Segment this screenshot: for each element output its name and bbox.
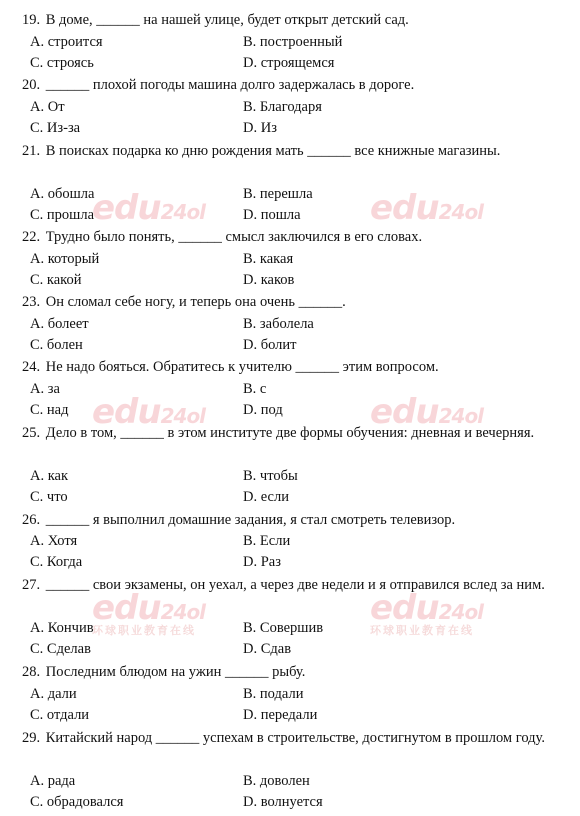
option-b: B. чтобы: [243, 468, 298, 484]
watermark-logo: edu24ol 环球职业教育在线: [370, 588, 484, 637]
watermark-logo: edu24ol 环球职业教育在线: [92, 588, 206, 637]
option-c: C. что: [30, 489, 68, 505]
option-d: D. под: [243, 402, 283, 418]
option-b: B. с: [243, 381, 267, 397]
question-24: [22, 357, 558, 378]
question-22: [22, 227, 558, 248]
option-d: D. если: [243, 489, 289, 505]
question-number: 29.: [22, 730, 41, 746]
option-c: C. строясь: [30, 55, 94, 71]
option-c: C. обрадовался: [30, 794, 124, 810]
question-text: Китайский народ ______ успехам в строительстве, достигнутом в прошлом году.: [45, 730, 545, 746]
option-a: A. Кончив: [30, 620, 94, 636]
option-b: B. перешла: [243, 186, 313, 202]
option-b: B. Если: [243, 533, 291, 549]
option-c: C. отдали: [30, 707, 90, 723]
question-26: [22, 510, 558, 531]
question-text: ______ я выполнил домашние задания, я стал смотреть телевизор.: [45, 512, 456, 528]
question-text: Не надо бояться. Обратитесь к учителю ______ этим вопросом.: [45, 359, 439, 375]
option-d: D. Раз: [243, 554, 281, 570]
question-number: 23.: [22, 294, 41, 310]
option-c: C. Сделав: [30, 641, 91, 657]
option-c: C. какой: [30, 272, 82, 288]
option-a: A. дали: [30, 686, 77, 702]
question-number: 22.: [22, 229, 41, 245]
option-b: B. Совершив: [243, 620, 324, 636]
question-19: [22, 10, 558, 31]
question-23: [22, 292, 558, 313]
option-d: D. строящемся: [243, 55, 335, 71]
option-b: B. построенный: [243, 34, 343, 50]
question-text: Дело в том, ______ в этом институте две формы обучения: дневная и вечерняя.: [45, 425, 535, 441]
option-a: A. Хотя: [30, 533, 78, 549]
question-number: 20.: [22, 77, 41, 93]
option-c: C. болен: [30, 337, 83, 353]
option-a: A. за: [30, 381, 60, 397]
option-b: B. заболела: [243, 316, 314, 332]
option-a: A. болеет: [30, 316, 89, 332]
option-d: D. передали: [243, 707, 318, 723]
question-number: 21.: [22, 143, 41, 159]
option-b: B. какая: [243, 251, 294, 267]
question-29: [22, 728, 558, 749]
option-d: D. болит: [243, 337, 297, 353]
watermark-logo: edu24ol: [92, 188, 206, 228]
question-text: ______ плохой погоды машина долго задержалась в дороге.: [45, 77, 415, 93]
option-b: B. подали: [243, 686, 304, 702]
question-text: В поисках подарка ко дню рождения мать ______ все книжные магазины.: [45, 143, 501, 159]
question-28: [22, 662, 558, 683]
option-a: A. строится: [30, 34, 103, 50]
watermark-logo: edu24ol: [370, 188, 484, 228]
option-d: D. Сдав: [243, 641, 292, 657]
option-c: C. Из-за: [30, 120, 81, 136]
option-c: C. Когда: [30, 554, 83, 570]
option-a: A. который: [30, 251, 100, 267]
question-text: Трудно было понять, ______ смысл заключился в его словах.: [45, 229, 423, 245]
question-text: Он сломал себе ногу, и теперь она очень ______.: [45, 294, 346, 310]
option-b: B. доволен: [243, 773, 310, 789]
option-a: A. От: [30, 99, 65, 115]
question-number: 27.: [22, 577, 41, 593]
question-21: [22, 141, 558, 162]
option-d: D. Из: [243, 120, 277, 136]
option-d: D. волнуется: [243, 794, 323, 810]
question-number: 24.: [22, 359, 41, 375]
question-text: Последним блюдом на ужин ______ рыбу.: [45, 664, 306, 680]
option-d: D. пошла: [243, 207, 301, 223]
question-text: В доме, ______ на нашей улице, будет открыт детский сад.: [45, 12, 409, 28]
option-a: A. рада: [30, 773, 76, 789]
question-20: [22, 75, 558, 96]
watermark-logo: edu24ol: [92, 392, 206, 432]
option-d: D. каков: [243, 272, 295, 288]
question-number: 26.: [22, 512, 41, 528]
question-number: 28.: [22, 664, 41, 680]
question-number: 19.: [22, 12, 41, 28]
question-number: 25.: [22, 425, 41, 441]
option-b: B. Благодаря: [243, 99, 322, 115]
question-27: [22, 575, 558, 596]
watermark-logo: edu24ol: [370, 392, 484, 432]
option-a: A. как: [30, 468, 69, 484]
option-c: C. прошла: [30, 207, 95, 223]
question-25: [22, 423, 558, 444]
option-a: A. обошла: [30, 186, 95, 202]
option-c: C. над: [30, 402, 69, 418]
question-text: ______ свои экзамены, он уехал, а через две недели и я отправился вслед за ним.: [45, 577, 545, 593]
